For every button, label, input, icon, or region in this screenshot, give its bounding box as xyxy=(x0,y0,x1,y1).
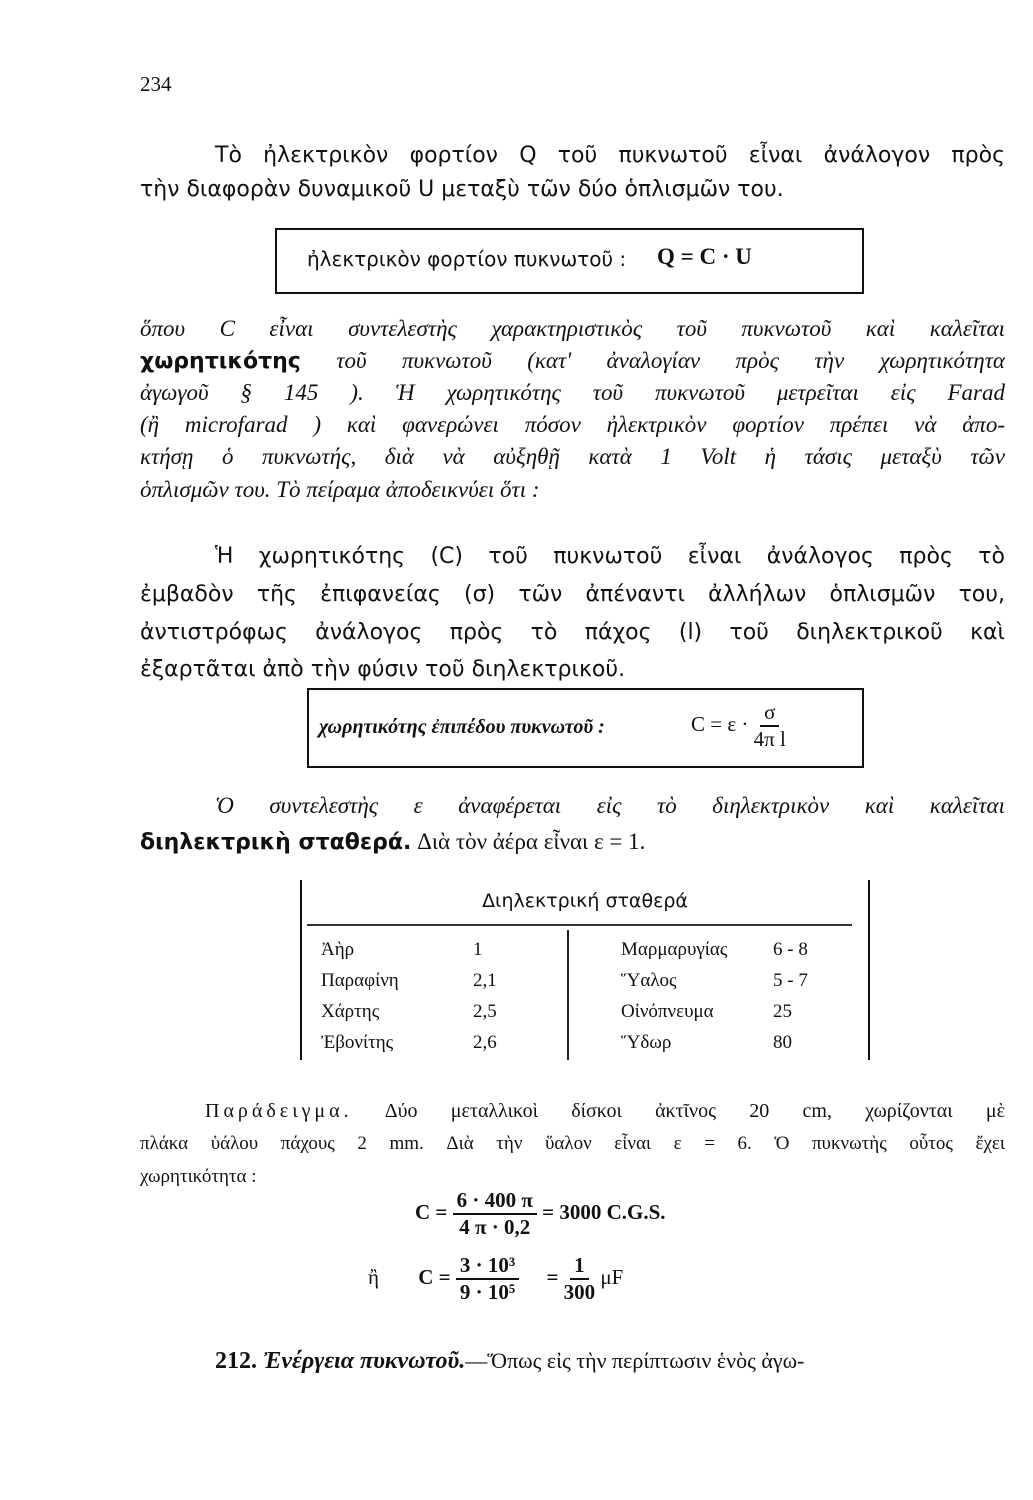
formula-label: χωρητικότης ἐπιπέδου πυκνωτοῦ : xyxy=(319,716,605,738)
text-line: ἀντιστρόφως ἀνάλογος πρὸς τὸ πάχος (l) τοῦ διηλεκτρικοῦ καὶ xyxy=(140,620,1005,645)
example-label: Παράδειγμα. xyxy=(205,1100,353,1122)
text-line: ἀγωγοῦ § 145 ). Ἡ χωρητικότης τοῦ πυκνωτοῦ μετρεῖται εἰς Farad xyxy=(140,380,1005,405)
table-row xyxy=(620,934,809,965)
value: 2,6 xyxy=(473,1031,497,1053)
page-number: 234 xyxy=(140,72,172,96)
table-right xyxy=(620,934,809,1058)
text-line: τὴν διαφορὰν δυναμικοῦ U μεταξὺ τῶν δύο ὁπλισμῶν του. xyxy=(140,177,784,202)
material: Ὕαλος xyxy=(621,969,677,991)
text: Διὰ τὸν ἀέρα εἶναι ε = 1. xyxy=(417,829,646,854)
value: 80 xyxy=(773,1031,792,1053)
denominator: 4 π · 0,2 xyxy=(459,1215,531,1239)
denominator: 300 xyxy=(563,1280,596,1304)
section-number: 212. xyxy=(215,1348,257,1374)
material: Ἀὴρ xyxy=(321,938,355,960)
unit: μF xyxy=(600,1264,624,1289)
table-row xyxy=(320,965,498,996)
formula-box-charge xyxy=(275,228,864,294)
text-line xyxy=(140,348,1005,374)
bold-term: χωρητικότης xyxy=(140,349,301,374)
material: Παραφίνη xyxy=(321,969,399,991)
table-left xyxy=(320,934,498,1058)
equals: = xyxy=(546,1264,559,1289)
text-line: Τὸ ἠλεκτρικὸν φορτίον Q τοῦ πυκνωτοῦ εἶναι ἀνάλογον πρὸς xyxy=(215,143,1005,168)
table-row xyxy=(620,996,809,1027)
formula-rhs: = 3000 C.G.S. xyxy=(542,1199,666,1224)
value: 6 - 8 xyxy=(773,938,808,960)
text-line: Ὁ συντελεστὴς ε ἀναφέρεται εἰς τὸ διηλεκτρικὸν καὶ καλεῖται xyxy=(215,793,1005,818)
value: 5 - 7 xyxy=(773,969,808,991)
text-line: χωρητικότητα : xyxy=(140,1166,257,1187)
text-line: κτήσῃ ὁ πυκνωτής, διὰ νὰ αὐξηθῇ κατὰ 1 Volt ἡ τάσις μεταξὺ τῶν xyxy=(140,444,1005,469)
numerator: σ xyxy=(760,700,779,727)
text: —Ὅπως εἰς τὴν περίπτωσιν ἑνὸς ἀγω- xyxy=(465,1348,805,1373)
numerator: 6 · 400 π xyxy=(453,1188,537,1215)
table-title: Διηλεκτρική σταθερά xyxy=(482,890,688,912)
numerator: 1 xyxy=(570,1253,589,1280)
material: Μαρμαρυγίας xyxy=(621,938,728,960)
text-line: ὁπλισμῶν του. Τὸ πείραμα ἀποδεικνύει ὅτι : xyxy=(140,477,540,502)
text-line: πλάκα ὑάλου πάχους 2 mm. Διὰ τὴν ὕαλον εἶναι ε = 6. Ὁ πυκνωτὴς οὗτος ἔχει xyxy=(140,1133,1005,1154)
bold-term: διηλεκτρικὴ σταθερά. xyxy=(140,830,412,855)
formula-lhs: C = xyxy=(418,1264,451,1289)
material: Ὕδωρ xyxy=(621,1031,672,1053)
formula-box-plane-capacitor xyxy=(307,688,864,768)
text-line: ἐξαρτᾶται ἀπὸ τὴν φύσιν τοῦ διηλεκτρικοῦ. xyxy=(140,657,626,682)
material: Ἐβονίτης xyxy=(321,1031,394,1053)
section-title: Ἐνέργεια πυκνωτοῦ. xyxy=(263,1348,466,1374)
formula: Q = C · U xyxy=(657,244,752,269)
table-row xyxy=(320,996,498,1027)
table-row xyxy=(320,1027,498,1058)
denominator: 9 · 10⁵ xyxy=(459,1280,516,1304)
value: 2,1 xyxy=(473,969,497,991)
table-row xyxy=(620,965,809,996)
numerator: 3 · 10³ xyxy=(456,1253,519,1280)
text: Δύο μεταλλικοὶ δίσκοι ἀκτῖνος 20 cm, χωρίζονται μὲ xyxy=(384,1100,1005,1122)
section-heading xyxy=(215,1348,804,1375)
table-row xyxy=(620,1027,809,1058)
text-line: ἐμβαδὸν τῆς ἐπιφανείας (σ) τῶν ἀπέναντι ἀλλήλων ὁπλισμῶν του, xyxy=(140,582,1005,607)
value: 25 xyxy=(773,1000,792,1022)
formula-label: ἠλεκτρικὸν φορτίον πυκνωτοῦ : xyxy=(307,247,627,271)
value: 2,5 xyxy=(473,1000,497,1022)
material: Χάρτης xyxy=(321,1000,380,1022)
divider xyxy=(307,924,852,926)
dielectric-table xyxy=(300,880,870,1060)
table-row xyxy=(320,934,498,965)
text-line: (ἢ microfarad ) καὶ φανερώνει πόσον ἠλεκτρικὸν φορτίον πρέπει νὰ ἀπο- xyxy=(140,412,1005,437)
value: 1 xyxy=(473,938,483,960)
formula-lhs: C = xyxy=(415,1199,448,1224)
denominator: 4π l xyxy=(753,727,786,751)
or-word: ἢ xyxy=(368,1264,379,1289)
material: Οἰνόπνευμα xyxy=(621,1000,714,1022)
text: τοῦ πυκνωτοῦ (κατ' ἀναλογίαν πρὸς τὴν χωρητικότητα xyxy=(336,348,1006,373)
formula-2 xyxy=(368,1253,623,1305)
formula-lhs: C = ε · xyxy=(691,711,749,736)
text-line xyxy=(140,829,645,855)
formula xyxy=(691,700,786,752)
formula-1 xyxy=(415,1188,666,1240)
text-line: Ἡ χωρητικότης (C) τοῦ πυκνωτοῦ εἶναι ἀνάλογος πρὸς τὸ xyxy=(215,544,1005,569)
text-line: ὅπου C εἶναι συντελεστὴς χαρακτηριστικὸς τοῦ πυκνωτοῦ καὶ καλεῖται xyxy=(140,316,1005,341)
text-line xyxy=(205,1100,1005,1123)
divider xyxy=(567,930,569,1060)
